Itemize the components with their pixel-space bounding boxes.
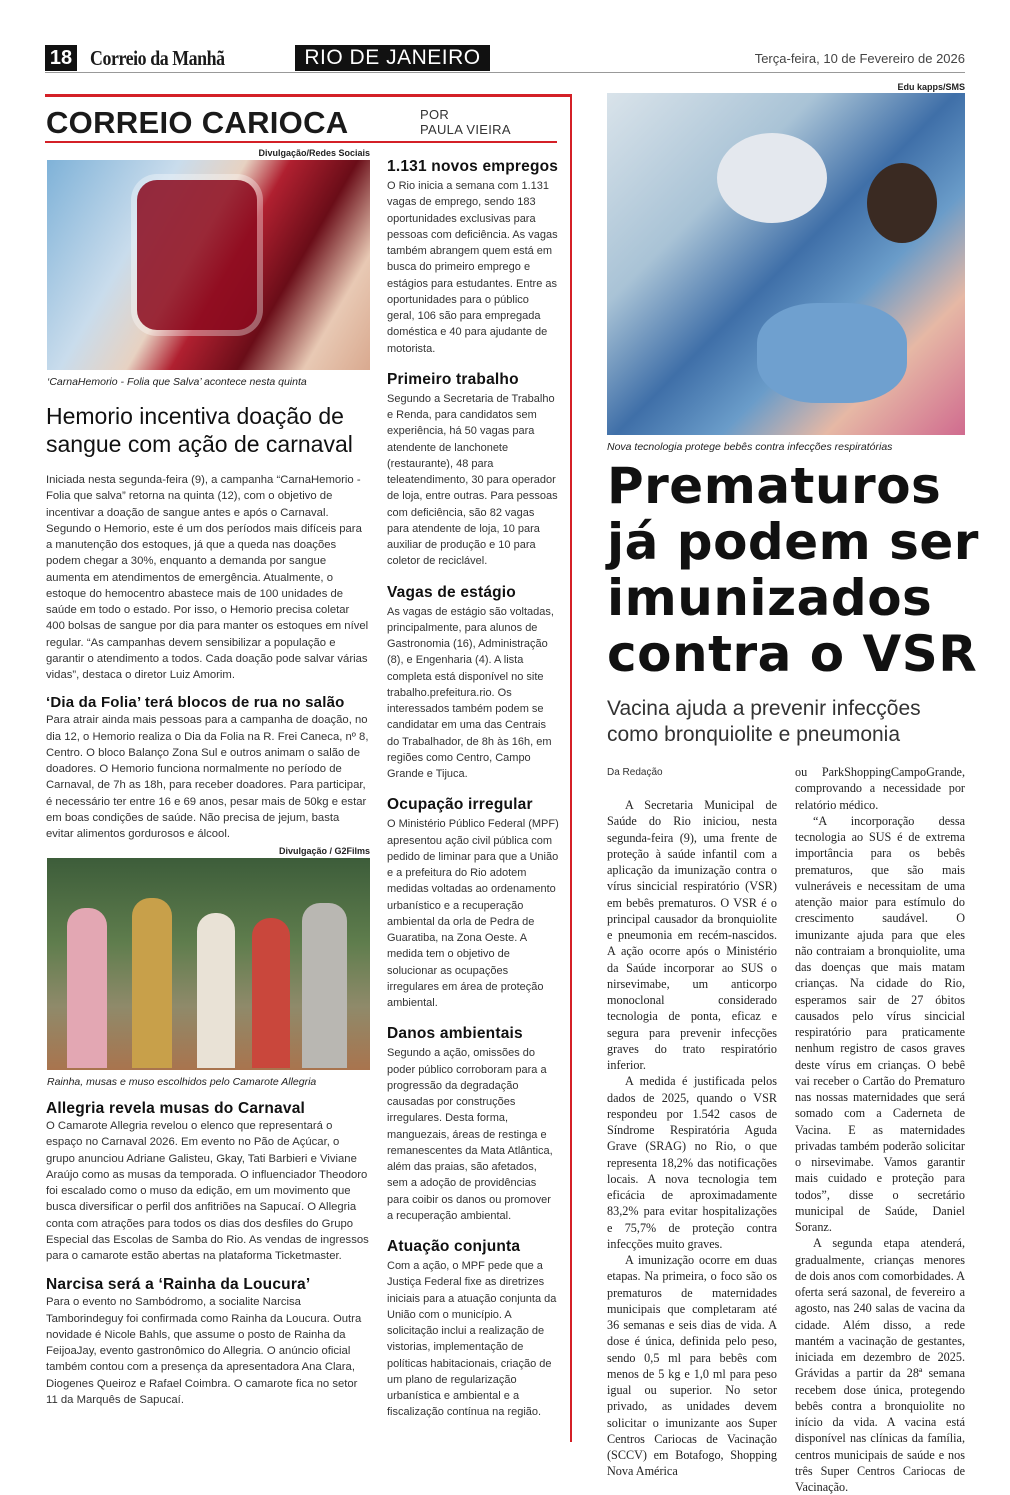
article-paragraph: A Secretaria Municipal de Saúde do Rio iniciou, nesta segunda-feira (9), uma frente de proteção à saúde infantil com a aplicação da imunização contra o vírus sincicial respiratório (VSR) em bebês prematuros. O VSR é o principal causador da bronquiolite e pneumonia em recém-nascidos. A ação ocorre após o Ministério da Saúde incorporar ao SUS o nirsevimabe, um anticorpo monoclonal considerado tecnologia de ponta, eficaz e segura para prevenir infecções graves do trato respiratório inferior. [607, 798, 777, 1072]
brief-body: O Ministério Público Federal (MPF) apresentou ação civil pública com pedido de liminar para que a União e a prefeitura do Rio adotem medidas voltadas ao ordenamento urbanístico e a recuperação ambiental da orla de Pedra de Guaratiba, na Zona Oeste. A medida tem o objetivo de solucionar as ocupações irregulares em área de proteção ambiental. [387, 818, 559, 1009]
article-paragraph: A medida é justificada pelos dados de 2025, quando o VSR respondeu por 1.542 casos de Síndrome Respiratória Aguda Grave (SRAG) no Rio, o que representa 18,2% das notificações locais. A nova tecnologia tem eficácia de aproximadamente 83,2% para evitar hospitalizações e 75,7% de proteção contra infecções muito graves. [607, 1074, 777, 1251]
article-byline: Da Redação [607, 767, 663, 778]
column-title-underline [45, 141, 557, 143]
brief-body: Segundo a ação, omissões do poder público corroboram para a progressão da degradação causadas por construções irregulares. Desta forma, manguezais, áreas de restinga e remanescentes da Mata Atlântica, além das praias, são afetados, sem a adoção de providências para coibir os danos ou promover a recuperação ambiental. [387, 1047, 553, 1222]
article-subhead: ‘Dia da Folia’ terá blocos de rua no salão [46, 694, 345, 712]
article-body: Para o evento no Sambódromo, a socialite Narcisa Tamborindeguy foi confirmada como Rainha da Loucura. Outra novidade é Nicole Bahls, que assume o posto de Rainha da FeijoaJay, evento gastronômico do Allegria. O anúncio oficial também contou com a presença da apresentadora Ana Clara, Diogenes Queiroz e Rafael Coimbra. O camarote fica no setor 11 da Marquês de Sapucaí. [46, 1296, 362, 1406]
brief-title: Vagas de estágio [387, 583, 516, 601]
header-divider [45, 72, 965, 73]
article-headline: Hemorio incentiva doação de sangue com ação de carnaval [46, 403, 353, 457]
photo-credit: Divulgação / G2Films [278, 846, 370, 856]
hemorio-article [46, 472, 370, 842]
brief-body: As vagas de estágio são voltadas, principalmente, para alunos de Gastronomia (16), Administração (8), e Engenharia (4). A lista completa está disponível no site trabalho.prefeitura.rio. Os interessados também podem se candidatar em uma das Centrais do Trabalhador, de 8h às 16h, em regiões como Centro, Campo Grande e Tijuca. [387, 605, 554, 780]
brief-item [387, 795, 559, 1011]
page-number: 18 [45, 45, 77, 71]
blood-bag-photo [47, 160, 370, 370]
brief-title: Danos ambientais [387, 1025, 523, 1043]
brief-item [387, 1237, 559, 1421]
nurse-baby-photo [607, 93, 965, 435]
byline-author: PAULA VIEIRA [420, 122, 511, 137]
issue-date: Terça-feira, 10 de Fevereiro de 2026 [754, 51, 965, 66]
article-subhead: Narcisa será a ‘Rainha da Loucura’ [46, 1276, 311, 1294]
brief-item [387, 1024, 559, 1224]
brief-title: 1.131 novos empregos [387, 158, 559, 175]
article-body: Para atrair ainda mais pessoas para a campanha de doação, no dia 12, o Hemorio realiza o Dia da Folia na R. Frei Caneca, nº 8, Centro. O bloco Balanço Zona Sul e outros animam o salão de doadores. O Hemorio funciona normalmente no período de Carnaval, de 7h as 18h, para receber doadores. Para participar, é necessário ter entre 16 e 69 anos, pesar mais de 50kg e estar em boas condições de saúde. Não precisa de jejum, basta evitar alimentos gordurosos e álcool. [46, 714, 369, 840]
column-title: CORREIO CARIOCA [46, 105, 349, 140]
main-subtitle: Vacina ajuda a prevenir infecções como bronquiolite e pneumonia [607, 697, 921, 746]
allegria-article [46, 1099, 370, 1408]
photo-credit: Edu kapps/SMS [897, 82, 965, 92]
main-article-col1 [607, 797, 777, 1480]
brief-body: Segundo a Secretaria de Trabalho e Renda, para candidatos sem experiência, há 50 vagas para atendente de lanchonete (restaurante), 48 para teleatendimento, 30 para operador de loja, entre outras. Para pessoas com deficiência, são 82 vagas para atendente de loja, 10 para auxiliar de produção e 10 para coletor de reciclável. [387, 392, 558, 568]
brief-title: Atuação conjunta [387, 1238, 521, 1255]
brief-item [387, 583, 559, 783]
main-article-col2 [795, 764, 965, 1495]
column-top-rule [45, 94, 572, 97]
photo-caption: ‘CarnaHemorio - Folia que Salva’ acontece nesta quinta [47, 376, 307, 388]
section-label: RIO DE JANEIRO [295, 45, 490, 71]
article-paragraph: “A incorporação dessa tecnologia ao SUS é de extrema importância para os bebês prematuros, que são mais vulneráveis e necessitam de uma atenção maior para estímulo do crescimento saudável. O imunizante ajuda para que eles não contraiam a bronquiolite, uma das doenças que mais matam crianças. Na cidade do Rio, esperamos sair de 27 óbitos causados pelo vírus sincicial respiratório para praticamente nenhum registro de casos graves deste vírus em crianças. O bebê vai receber o Cartão do Prematuro nas nossas maternidades que será somado com a Caderneta de Vacina. E as maternidades privadas também poderão solicitar o nirsevimabe. Vamos garantir mais cuidado e proteção para todos”, disse o secretário municipal de Saúde, Daniel Soranz. [795, 813, 965, 1234]
brief-body: O Rio inicia a semana com 1.131 vagas de emprego, sendo 183 oportunidades exclusivas para pessoas com deficiência. As vagas também abrangem quem está em busca do primeiro emprego e estágios para estudantes. Entre as oportunidades para o público geral, 106 são para empregada doméstica e 40 para ajudante de motorista. [387, 180, 558, 355]
brief-title: Ocupação irregular [387, 796, 533, 814]
column-byline [420, 107, 511, 137]
main-headline: Prematuros já podem ser imunizados contra o VSR [607, 457, 979, 683]
carnival-muses-photo [47, 858, 370, 1070]
column-right-rule [570, 94, 572, 1442]
byline-prefix: POR [420, 107, 450, 122]
brief-item [387, 157, 559, 357]
brief-title: Primeiro trabalho [387, 370, 519, 388]
article-body: Iniciada nesta segunda-feira (9), a campanha “CarnaHemorio - Folia que salva” retorna na quinta (12), com o objetivo de incentivar a doação de sangue antes e após o Carnaval. Segundo o Hemorio, este é um dos períodos mais difíceis para a manutenção dos estoques, já que a queda nas doações podem chegar a 30%, enquanto a demanda por sangue aumenta em atendimentos de emergência. Atualmente, o estoque do hemocentro abastece mais de 100 unidades de saúde em todo o estado. Por isso, o Hemorio precisa coletar 400 bolsas de sangue por dia para manter os estoques em nível regular. “As campanhas devem sensibilizar a população e garantir o atendimento a todos. Cada doação pode salvar várias vidas”, destaca o diretor Luiz Amorim. [46, 474, 369, 681]
photo-caption: Rainha, musas e muso escolhidos pelo Camarote Allegria [47, 1076, 317, 1088]
briefs-column [387, 157, 559, 1434]
brief-body: Com a ação, o MPF pede que a Justiça Federal fixe as diretrizes iniciais para a atuação conjunta da União com o município. A solicitação inclui a realização de vistorias, implementação de políticas habitacionais, criação de um plano de regularização urbanística e ambiental e a fiscalização contínua na região. [387, 1260, 557, 1419]
article-body: O Camarote Allegria revelou o elenco que representará o espaço no Carnaval 2026. Em evento no Pão de Açúcar, o grupo anunciou Adriane Galisteu, Gkay, Tati Barbieri e Viviane Araújo como as musas da temporada. O influenciador Theodoro foi escalado como o muso da edição, em um movimento que busca diversificar o perfil dos anfitriões na Sapucaí. O Allegria conta com atrações para todos os dias dos desfiles do Grupo Especial das Escolas de Samba do Rio. As vendas de ingressos para o camarote estão abertas na plataforma Ticketmaster. [46, 1120, 369, 1262]
article-paragraph: A imunização ocorre em duas etapas. Na primeira, o foco são os prematuros de maternidades municipais que completaram até 36 semanas e seis dias de vida. A dose é única, definida pelo peso, sendo 0,5 ml para bebês com menos de 5 kg e 1,0 ml para peso igual ou superior. No setor privado, as unidades devem solicitar o imunizante aos Super Centros Cariocas de Vacinação (SCCV) em Botafogo, Shopping Nova América [607, 1253, 777, 1479]
newspaper-logo: Correio da Manhã [90, 46, 225, 70]
article-paragraph: ou ParkShoppingCampoGrande, comprovando a necessidade por relatório médico. [795, 765, 965, 812]
article-paragraph: A segunda etapa atenderá, gradualmente, crianças menores de dois anos com comorbidades. A oferta será sazonal, de fevereiro a agosto, nas 240 salas de vacina da cidade. Além disso, a rede mantém a vacinação de gestantes, iniciada em dezembro de 2025. Grávidas a partir da 28ª semana recebem dose única, protegendo bebês contra a bronquiolite no início da vida. A vacina está disponível nas clínicas da família, centros municipais de saúde e nos três Super Centros Cariocas de Vacinação. [795, 1236, 965, 1494]
article-subhead: Allegria revela musas do Carnaval [46, 1100, 306, 1117]
photo-credit: Divulgação/Redes Sociais [258, 148, 370, 158]
photo-caption: Nova tecnologia protege bebês contra infecções respiratórias [607, 441, 893, 453]
brief-item [387, 370, 559, 570]
